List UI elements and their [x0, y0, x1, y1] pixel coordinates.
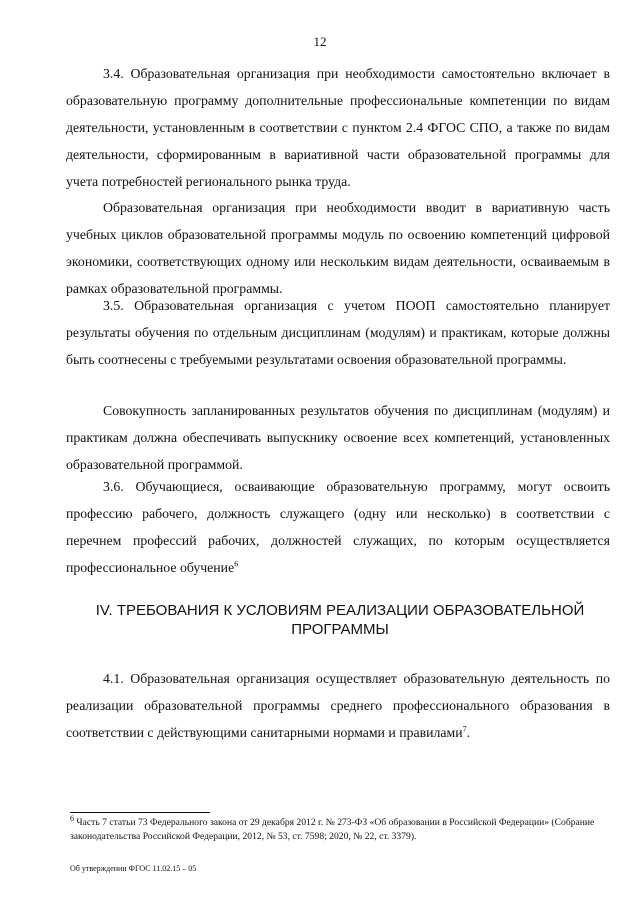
footnote-divider: [70, 812, 210, 813]
section-heading: [70, 601, 610, 639]
paragraph-3-6: [66, 473, 610, 581]
footnote-marker: 6: [70, 813, 74, 823]
section-heading-line2: ПРОГРАММЫ: [291, 621, 389, 638]
paragraph-4-1-text: 4.1. Образовательная организация осуществляет образовательную деятельность по реализации образовательной программы среднего профессионального образования в соответствии с действующими санитарными нормами и правилами: [66, 671, 610, 740]
document-footer: Об утверждении ФГОС 11.02.15 – 05: [70, 864, 197, 873]
footnote-ref-7: 7: [462, 724, 467, 734]
paragraph-4-1: 4.1. Образовательная организация осуществляет образовательную деятельность по реализации образовательной программы среднего профессионального образования в соответствии с действующими санитарными нормами и правилами$^7$.: [66, 671, 610, 740]
paragraph-3-4: 3.4. Образовательная организация при необходимости самостоятельно включает в образовательную программу дополнительные профессиональные компетенции по видам деятельности, установленным в соответствии с пунктом 2.4 ФГОС СПО, а также по видам деятельности, сформированным в вариативной части образовательной программы для учета потребностей регионального рынка труда.: [66, 66, 610, 189]
footnote: [70, 813, 615, 844]
paragraph-3-6-text: 3.6. Обучающиеся, осваивающие образовательную программу, могут освоить профессию рабочего, должность служащего (одну или несколько) в соответствии с перечнем профессий рабочих, должностей служащих, по которым осуществляется профессиональное обучение: [66, 479, 610, 575]
footnote-text: Часть 7 статьи 73 Федерального закона от 29 декабря 2012 г. № 273-ФЗ «Об образовании в Российской Федерации» (Собрание законодательства Российской Федерации, 2012, № 53, ст. 7598; 2020, № 22, ст. 3379).: [70, 817, 595, 842]
section-heading-line1: IV. ТРЕБОВАНИЯ К УСЛОВИЯМ РЕАЛИЗАЦИИ ОБРАЗОВАТЕЛЬНОЙ: [95, 602, 585, 619]
footnote-ref-6: 6: [234, 559, 239, 569]
paragraph-3-5: 3.5. Образовательная организация с учетом ПООП самостоятельно планирует результаты обучения по отдельным дисциплинам (модулям) и практикам, которые должны быть соотнесены с требуемыми результатами освоения образовательной программы.: [66, 298, 610, 367]
page-number: 12: [313, 34, 327, 49]
paragraph-learning-outcomes: Совокупность запланированных результатов обучения по дисциплинам (модулям) и практикам должна обеспечивать выпускнику освоение всех компетенций, установленных образовательной программой.: [66, 403, 610, 472]
paragraph-digital-economy: Образовательная организация при необходимости вводит в вариативную часть учебных циклов образовательной программы модуль по освоению компетенций цифровой экономики, соответствующих одному или нескольким видам деятельности, осваиваемым в рамках образовательной программы.: [66, 200, 610, 296]
